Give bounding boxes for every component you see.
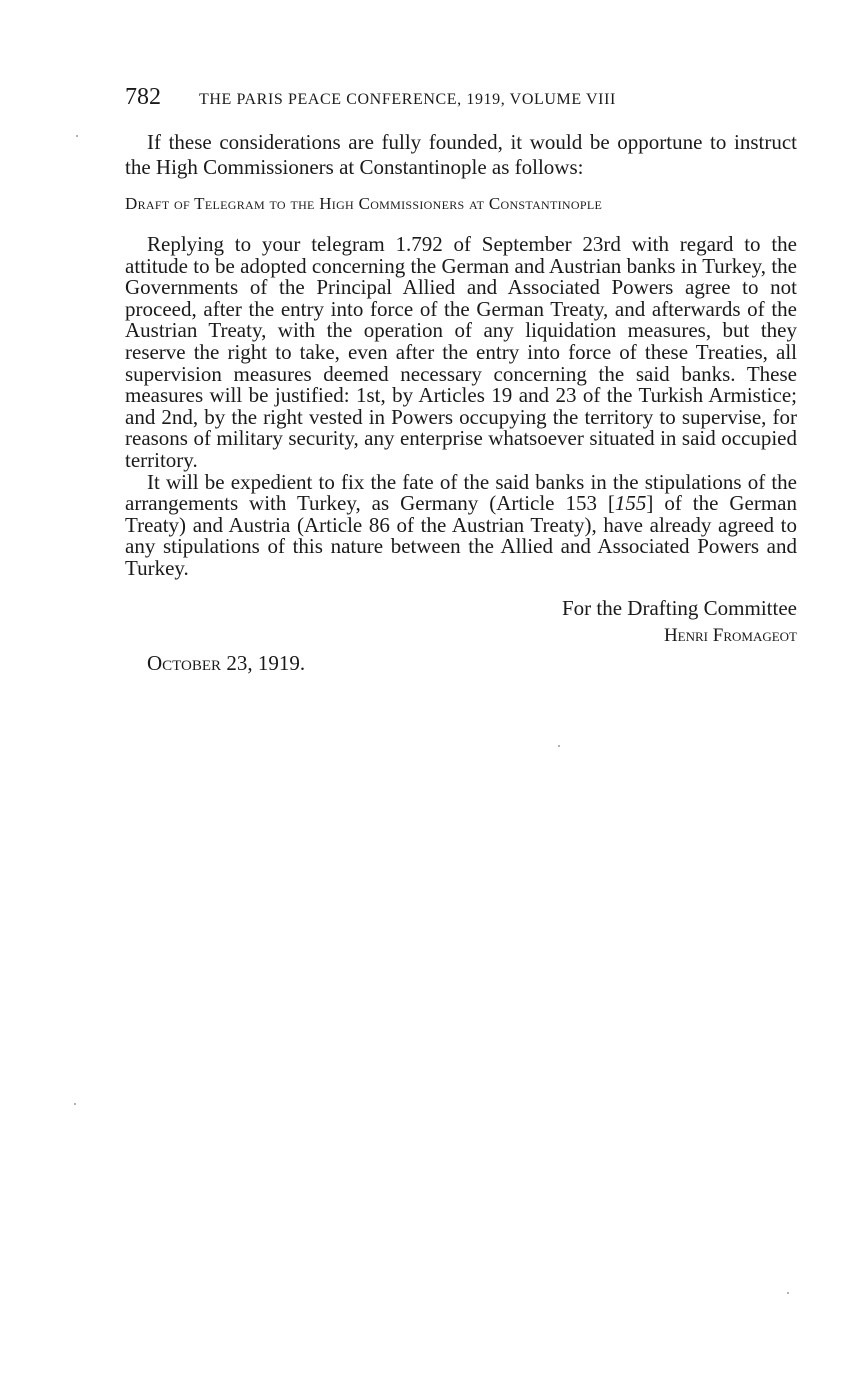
telegram-paragraph: Replying to your telegram 1.792 of September 23rd with regard to the attitude to be adopted concerning the German and Austrian banks in Turkey, the Governments of the Principal Allied and Associated Powers agree to not proceed, after the entry into force of the German Treaty, and afterwards of the Austrian Treaty, with the operation of any liquidation measures, but they reserve the right to take, even after the entry into force of these Treaties, all supervision measures deemed necessary concerning the said banks. These measures will be justified: 1st, by Articles 19 and 23 of the Turkish Armistice; and 2nd, by the right vested in Powers occupying the territory to supervise, for reasons of military security, any enterprise whatsoever situated in said occupied territory. (125, 232, 797, 472)
paper-speck (76, 135, 78, 137)
document-page (125, 84, 797, 676)
date-rest: 23, 1919. (221, 650, 306, 675)
document-date (125, 651, 797, 676)
running-title: THE PARIS PEACE CONFERENCE, 1919, VOLUME VIII (199, 91, 616, 108)
article-reference: 155 (614, 491, 647, 516)
page-number: 782 (125, 84, 161, 110)
telegram-heading: Draft of Telegram to the High Commissioners at Constantinople (125, 194, 603, 213)
date-month: October (147, 650, 222, 675)
paper-speck (787, 1292, 789, 1294)
paper-speck (74, 1103, 76, 1105)
running-head (125, 84, 797, 114)
intro-paragraph: If these considerations are fully founded, it would be opportune to instruct the High Commissioners at Constantinople as follows: (125, 130, 797, 179)
signer-name: Henri Fromageot (663, 624, 797, 646)
paper-speck (558, 745, 560, 747)
signature-block (125, 595, 797, 649)
signature-line: For the Drafting Committee (561, 595, 797, 620)
expedient-text-after: ] of the German Treaty) and Austria (Article 86 of the Austrian Treaty), have already agreed to any stipulations of this nature between the Allied and Associated Powers and Turkey. (125, 491, 797, 580)
expedient-text-before: It will be expedient to fix the fate of the said banks in the stipulations of the arrangements with Turkey, as Germany (Article 153 [ (125, 469, 797, 516)
expedient-paragraph (125, 469, 797, 580)
